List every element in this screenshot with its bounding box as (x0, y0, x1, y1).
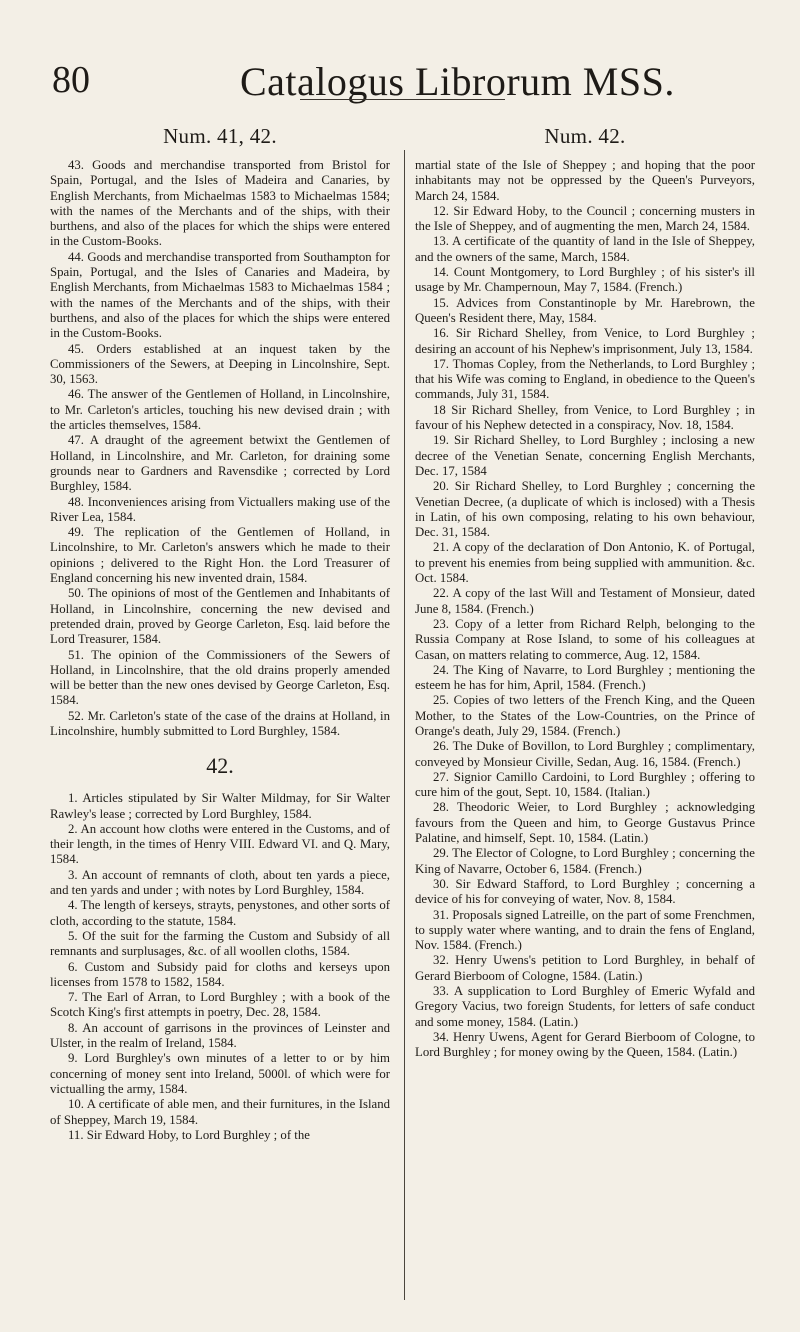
catalogue-entry: 20. Sir Richard Shelley, to Lord Burghley ; concerning the Venetian Decree, (a duplicate of which is inclosed) with a Thesis in Latin, of his own composing, relating to his own behaviour, Dec. 31, 1584. (415, 479, 755, 540)
catalogue-entry: 49. The replication of the Gentlemen of Holland, in Lincolnshire, to Mr. Carleton's answers which he made to their opinions ; delivered to the Right Hon. the Lord Treasurer of England concerning his new invented drain, 1584. (50, 525, 390, 586)
catalogue-entry: 52. Mr. Carleton's state of the case of the drains at Holland, in Lincolnshire, humbly submitted to Lord Burghley, 1584. (50, 708, 390, 738)
catalogue-entry: 3. An account of remnants of cloth, about ten yards a piece, and ten yards and under ; with notes by Lord Burghley, 1584. (50, 867, 390, 898)
catalogue-entry: 5. Of the suit for the farming the Custom and Subsidy of all remnants and surplusages, &c. of all woollen cloths, 1584. (50, 928, 390, 959)
catalogue-entry: 26. The Duke of Bovillon, to Lord Burghley ; complimentary, conveyed by Monsieur Civille, Sedan, Aug. 16, 1584. (French.) (415, 739, 755, 769)
catalogue-entry: 44. Goods and merchandise transported from Southampton for Spain, Portugal, and the Isles of Canaries and Madeira, by English Merchants, from Michaelmas 1583 to Michaelmas 1584 ; with the names of the Merchants and of the ships, with their burthens, and also of the places for which the ships were entered in the Custom-Books. (50, 249, 390, 341)
catalogue-entry: 27. Signior Camillo Cardoini, to Lord Burghley ; offering to cure him of the gout, Sept. 10, 1584. (Italian.) (415, 769, 755, 800)
catalogue-entry: 12. Sir Edward Hoby, to the Council ; concerning musters in the Isle of Sheppey, and of augmenting the men, March 24, 1584. (415, 203, 755, 234)
left-column-title: Num. 41, 42. (163, 124, 277, 148)
catalogue-entry: 31. Proposals signed Latreille, on the part of some Frenchmen, to supply water where wanting, and to drain the fens of England, Nov. 1584. (French.) (415, 907, 755, 953)
catalogue-entry: 1. Articles stipulated by Sir Walter Mildmay, for Sir Walter Rawley's lease ; corrected by Lord Burghley, 1584. (50, 791, 390, 821)
section-heading-42: 42. (206, 753, 234, 779)
catalogue-entry: 29. The Elector of Cologne, to Lord Burghley ; concerning the King of Navarre, October 6, 1584. (French.) (415, 846, 755, 876)
catalogue-entry: 6. Custom and Subsidy paid for cloths and kerseys upon licenses from 1578 to 1582, 1584. (50, 959, 390, 989)
catalogue-entry: 48. Inconveniences arising from Victuallers making use of the River Lea, 1584. (50, 494, 390, 524)
catalogue-entry: 30. Sir Edward Stafford, to Lord Burghley ; concerning a device of his for conveying of water, Nov. 8, 1584. (415, 876, 755, 907)
catalogue-entry: 13. A certificate of the quantity of land in the Isle of Sheppey, and the owners of the same, March, 1584. (415, 234, 755, 264)
catalogue-entry: 25. Copies of two letters of the French King, and the Queen Mother, to the States of the Low-Countries, on the Prince of Orange's death, July 29, 1584. (French.) (415, 693, 755, 738)
catalogue-entry: 45. Orders established at an inquest taken by the Commissioners of the Sewers, at Deeping in Lincolnshire, Sept. 30, 1563. (50, 341, 390, 387)
catalogue-entry: 4. The length of kerseys, strayts, penystones, and other sorts of cloth, according to the statute, 1584. (50, 898, 390, 928)
catalogue-entry: 21. A copy of the declaration of Don Antonio, K. of Portugal, to prevent his enemies from being supplied with ammunition. &c. Oct. 1584. (415, 540, 755, 586)
catalogue-entry: 50. The opinions of most of the Gentlemen and Inhabitants of Holland, in Lincolnshire, concerning the new devised and pretended drain, proved by George Carleton, Esq. laid before the Lord Treasurer, 1584. (50, 586, 390, 647)
catalogue-entry: 23. Copy of a letter from Richard Relph, belonging to the Russia Company at Rose Island, to some of his colleagues at Casan, on matters relating to commerce, Aug. 12, 1584. (415, 616, 755, 662)
right-column (415, 124, 755, 1061)
catalogue-entry: 9. Lord Burghley's own minutes of a letter to or by him concerning of money sent into Ireland, 5000l. of which were for victualling the army, 1584. (50, 1051, 390, 1096)
catalogue-entry: 43. Goods and merchandise transported from Bristol for Spain, Portugal, and the Isles of Madeira and Canaries, by English Merchants, from Michaelmas 1583 to Michaelmas 1584; with the names of the Merchants and of the ships, with their burthens, and also of the places for which the ships were entered in the Custom-Books. (50, 158, 390, 249)
catalogue-entry: 34. Henry Uwens, Agent for Gerard Bierboom of Cologne, to Lord Burghley ; for money owing by the Queen, 1584. (Latin.) (415, 1029, 755, 1060)
catalogue-entry: 11. Sir Edward Hoby, to Lord Burghley ; of the (68, 1127, 310, 1142)
entry-continuation: martial state of the Isle of Sheppey ; and hoping that the poor inhabitants may not be oppressed by the Queen's Purveyors, March 24, 1584. (415, 158, 755, 203)
catalogue-entry: 24. The King of Navarre, to Lord Burghley ; mentioning the esteem he has for him, April, 1584. (French.) (415, 662, 755, 693)
catalogue-entry: 17. Thomas Copley, from the Netherlands, to Lord Burghley ; that his Wife was coming to England, in obedience to the Queen's commands, July 31, 1584. (415, 356, 755, 402)
catalogue-entry: 18 Sir Richard Shelley, from Venice, to Lord Burghley ; in favour of his Nephew detected in a conspiracy, Nov. 18, 1584. (415, 402, 755, 433)
left-column (50, 124, 390, 1143)
catalogue-entry: 33. A supplication to Lord Burghley of Emeric Wyfald and Gregory Vacius, two foreign Students, for letters of safe conduct and some money, 1584. (Latin.) (415, 984, 755, 1029)
right-column-title: Num. 42. (544, 124, 626, 148)
catalogue-entry: 10. A certificate of able men, and their furnitures, in the Island of Sheppey, March 19, 1584. (50, 1097, 390, 1127)
catalogue-entry: 16. Sir Richard Shelley, from Venice, to Lord Burghley ; desiring an account of his Nephew's imprisonment, July 13, 1584. (415, 326, 755, 356)
catalogue-entry: 8. An account of garrisons in the provinces of Leinster and Ulster, in the realm of Ireland, 1584. (50, 1020, 390, 1051)
header-rule (300, 99, 505, 100)
catalogue-entry: 14. Count Montgomery, to Lord Burghley ; of his sister's ill usage by Mr. Champernoun, May 7, 1584. (French.) (415, 265, 755, 295)
catalogue-entry: 7. The Earl of Arran, to Lord Burghley ; with a book of the Scotch King's first attempts in poetry, Dec. 28, 1584. (50, 990, 390, 1020)
catalogue-entry: 28. Theodoric Weier, to Lord Burghley ; acknowledging favours from the Queen and him, to George Gustavus Prince Palatine, and himself, Sept. 10, 1584. (Latin.) (415, 800, 755, 846)
entries-41 (50, 158, 390, 739)
catalogue-entry: 22. A copy of the last Will and Testament of Monsieur, dated June 8, 1584. (French.) (415, 586, 755, 616)
catalogue-entry: 2. An account how cloths were entered in the Customs, and of their length, in the times of Henry VIII. Edward VI. and Q. Mary, 1584. (50, 821, 390, 867)
page-number: 80 (52, 59, 90, 101)
catalogue-entry: 47. A draught of the agreement betwixt the Gentlemen of Holland, in Lincolnshire, and Mr. Carleton, for draining some grounds near to Gardners and Ravensdike ; corrected by Lord Burghley, 1584. (50, 433, 390, 494)
catalogue-entry: 32. Henry Uwens's petition to Lord Burghley, in behalf of Gerard Bierboom of Cologne, 1584. (Latin.) (415, 953, 755, 983)
catalogue-entry: 51. The opinion of the Commissioners of the Sewers of Holland, in Lincolnshire, that the old drains properly amended will be better than the new ones devised by George Carleton, Esq. 1584. (50, 647, 390, 708)
running-head: Catalogus Librorum MSS. (240, 59, 675, 104)
column-divider (404, 150, 405, 1300)
catalogue-entry: 15. Advices from Constantinople by Mr. Harebrown, the Queen's Resident there, May, 1584. (415, 295, 755, 325)
catalogue-entry: 46. The answer of the Gentlemen of Holland, in Lincolnshire, to Mr. Carleton's articles, touching his new devised drain ; with the articles themselves, 1584. (50, 387, 390, 433)
catalogue-entry: 19. Sir Richard Shelley, to Lord Burghley ; inclosing a new decree of the Venetian Senate, concerning English Merchants, Dec. 17, 1584 (415, 433, 755, 478)
entries-42 (50, 791, 390, 1143)
